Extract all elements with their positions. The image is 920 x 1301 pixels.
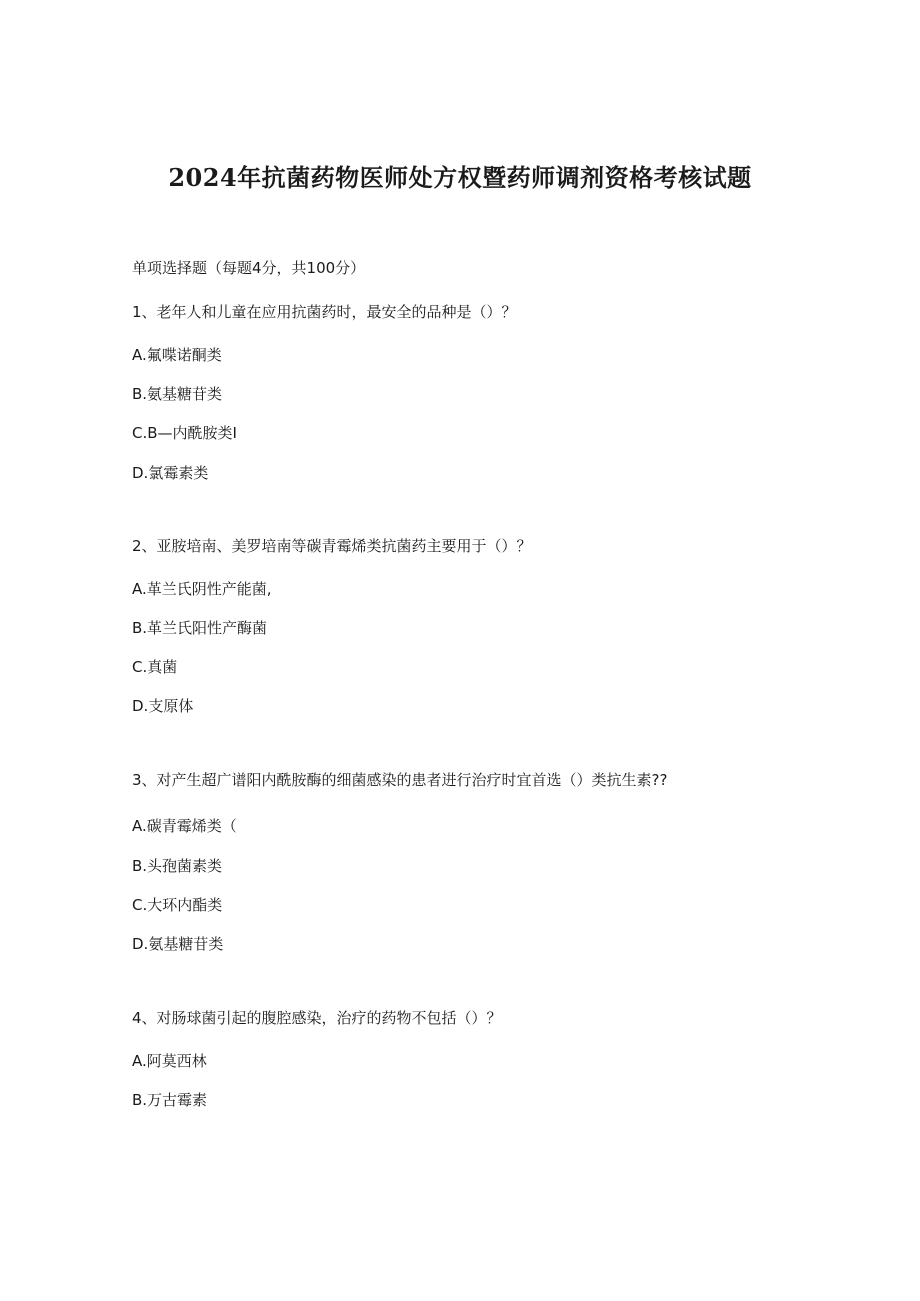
- question-1-stem: 1、老年人和儿童在应用抗菌药时，最安全的品种是（）？: [132, 303, 517, 321]
- question-1-option-b: B.氨基糖苷类: [132, 385, 223, 403]
- question-4-stem: 4、对肠球菌引起的腹腔感染，治疗的药物不包括（）？: [132, 1009, 502, 1027]
- question-1-option-d: D.氯霉素类: [132, 464, 209, 482]
- document-title: 2024年抗菌药物医师处方权暨药师调剂资格考核试题: [168, 163, 752, 192]
- question-4-option-a: A.阿莫西林: [132, 1052, 207, 1070]
- section-header: 单项选择题（每题4分，共100分）: [132, 259, 366, 277]
- question-2-option-d: D.支原体: [132, 697, 194, 715]
- question-1-option-c: C.B—内酰胺类I: [132, 424, 237, 442]
- question-2-option-b: B.革兰氏阳性产酶菌: [132, 619, 268, 637]
- question-3-option-d: D.氨基糖苷类: [132, 935, 224, 953]
- question-3-option-b: B.头孢菌素类: [132, 857, 223, 875]
- question-2-option-a: A.革兰氏阴性产能菌,: [132, 580, 272, 598]
- question-1-option-a: A.氟喋诺酮类: [132, 346, 222, 364]
- question-3-stem: 3、对产生超广谱阳内酰胺酶的细菌感染的患者进行治疗时宜首选（）类抗生素??: [132, 771, 668, 789]
- question-3-option-a: A.碳青霉烯类（: [132, 817, 237, 835]
- question-4-option-b: B.万古霉素: [132, 1091, 208, 1109]
- question-3-option-c: C.大环内酯类: [132, 896, 223, 914]
- question-2-stem: 2、亚胺培南、美罗培南等碳青霉烯类抗菌药主要用于（）？: [132, 537, 532, 555]
- question-2-option-c: C.真菌: [132, 658, 178, 676]
